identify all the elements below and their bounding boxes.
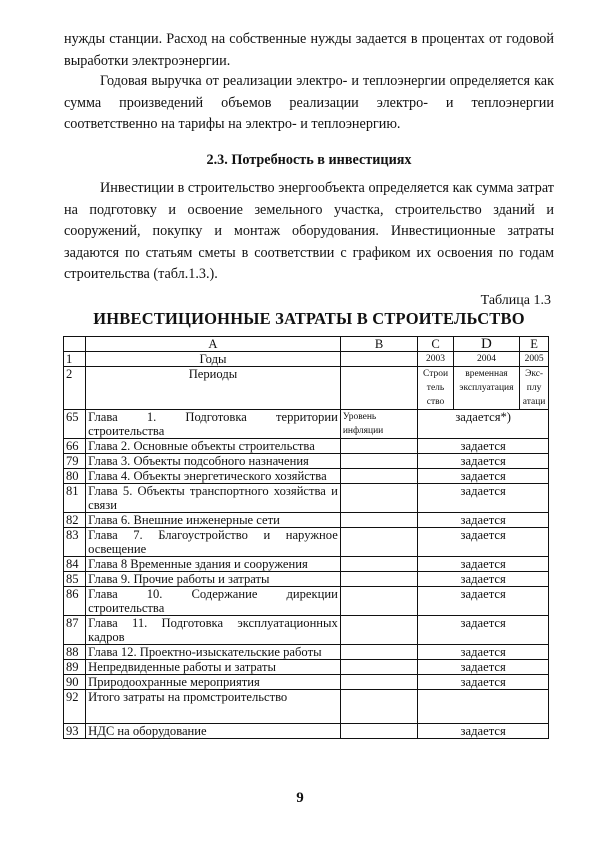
table-row	[64, 572, 549, 587]
table-row	[64, 454, 549, 469]
row-number: 2	[64, 367, 86, 410]
investment-table	[63, 336, 549, 739]
row-label: Глава 9. Прочие работы и затраты	[86, 572, 341, 587]
row-label: НДС на оборудование	[86, 724, 341, 739]
year-2003: 2003	[418, 352, 453, 367]
section-heading: 2.3. Потребность в инвестициях	[206, 152, 412, 168]
row-value: задается	[418, 645, 549, 660]
row-label: Глава 6. Внешние инженерные сети	[86, 513, 341, 528]
row-value: задается	[418, 675, 549, 690]
empty-cell	[340, 587, 418, 616]
header-empty-cell	[64, 337, 86, 352]
table-row	[64, 484, 549, 513]
table-row	[64, 675, 549, 690]
row-number: 81	[64, 484, 86, 513]
table-row	[64, 410, 549, 439]
table-row	[64, 557, 549, 572]
row-number: 79	[64, 454, 86, 469]
empty-cell	[340, 690, 418, 724]
row-number: 88	[64, 645, 86, 660]
year-2005: 2005	[520, 352, 549, 367]
row-value: задается*)	[418, 410, 549, 439]
table-row	[64, 660, 549, 675]
empty-cell	[340, 367, 418, 410]
period-construction: Строи тель ство	[418, 367, 453, 410]
table-row	[64, 645, 549, 660]
row-label: Глава 11. Подготовка эксплуатационных кадров	[86, 616, 341, 645]
row-number: 89	[64, 660, 86, 675]
row-value: задается	[418, 660, 549, 675]
row-label: Периоды	[86, 367, 341, 410]
table-number: Таблица 1.3	[480, 293, 551, 308]
table-row	[64, 469, 549, 484]
row-number: 86	[64, 587, 86, 616]
row-label: Непредвиденные работы и затраты	[86, 660, 341, 675]
table-row	[64, 587, 549, 616]
row-number: 80	[64, 469, 86, 484]
empty-cell	[340, 645, 418, 660]
empty-cell	[340, 616, 418, 645]
row-label: Глава 1. Подготовка территории строительства	[86, 410, 341, 439]
row-number: 66	[64, 439, 86, 454]
column-letter-e: E	[520, 337, 549, 352]
page-number: 9	[296, 790, 304, 806]
empty-cell	[340, 557, 418, 572]
table-header-letters	[64, 337, 549, 352]
empty-cell	[340, 352, 418, 367]
inflation-cell: Уровень инфляции	[340, 410, 418, 439]
row-number: 84	[64, 557, 86, 572]
row-number: 83	[64, 528, 86, 557]
row-number: 65	[64, 410, 86, 439]
row-number: 93	[64, 724, 86, 739]
column-letter-b: B	[340, 337, 418, 352]
year-2004: 2004	[453, 352, 519, 367]
period-operation: Экс- плу атаци	[520, 367, 549, 410]
empty-cell	[340, 572, 418, 587]
table-row	[64, 513, 549, 528]
row-label: Глава 12. Проектно-изыскательские работы	[86, 645, 341, 660]
table-row	[64, 724, 549, 739]
column-letter-a: A	[86, 337, 341, 352]
row-value: задается	[418, 528, 549, 557]
row-value: задается	[418, 572, 549, 587]
period-temporary-operation: временная эксплуатация	[453, 367, 519, 410]
table-row	[64, 616, 549, 645]
table-row-periods	[64, 367, 549, 410]
row-number: 1	[64, 352, 86, 367]
row-label: Глава 2. Основные объекты строительства	[86, 439, 341, 454]
table-title: ИНВЕСТИЦИОННЫЕ ЗАТРАТЫ В СТРОИТЕЛЬСТВО	[93, 309, 525, 328]
empty-cell	[340, 660, 418, 675]
column-letter-c: C	[418, 337, 453, 352]
row-label: Итого затраты на промстроительство	[86, 690, 341, 724]
paragraph-2: Годовая выручка от реализации электро- и теплоэнергии определяется как сумма произведений объемов реализации электро- и теплоэнергии соответственно на тарифы на электро- и теплоэнергию.	[64, 73, 554, 132]
row-value: задается	[418, 484, 549, 513]
row-value: задается	[418, 557, 549, 572]
table-body	[64, 410, 549, 739]
table-row	[64, 528, 549, 557]
empty-cell	[340, 484, 418, 513]
column-letter-d: D	[453, 337, 519, 352]
row-value	[418, 690, 549, 724]
row-label: Глава 10. Содержание дирекции строительства	[86, 587, 341, 616]
row-value: задается	[418, 439, 549, 454]
row-label: Годы	[86, 352, 341, 367]
row-label: Глава 7. Благоустройство и наружное освещение	[86, 528, 341, 557]
empty-cell	[340, 675, 418, 690]
empty-cell	[340, 469, 418, 484]
row-value: задается	[418, 724, 549, 739]
table-row	[64, 439, 549, 454]
empty-cell	[340, 724, 418, 739]
table-row-years	[64, 352, 549, 367]
row-number: 90	[64, 675, 86, 690]
paragraph-1: нужды станции. Расход на собственные нужды задается в процентах от годовой выработки электроэнергии.	[64, 31, 554, 69]
row-label: Глава 8 Временные здания и сооружения	[86, 557, 341, 572]
row-value: задается	[418, 454, 549, 469]
empty-cell	[340, 513, 418, 528]
row-number: 82	[64, 513, 86, 528]
row-number: 92	[64, 690, 86, 724]
paragraph-3: Инвестиции в строительство энергообъекта определяется как сумма затрат на подготовку и освоение земельного участка, строительство зданий и сооружений, покупку и монтаж оборудования. Инвестиционные затраты задаются по статьям сметы в соответствии с графиком их освоения по годам строительства (табл.1.3.).	[64, 180, 554, 282]
empty-cell	[340, 439, 418, 454]
empty-cell	[340, 454, 418, 469]
row-label: Глава 4. Объекты энергетического хозяйства	[86, 469, 341, 484]
row-label: Глава 3. Объекты подсобного назначения	[86, 454, 341, 469]
row-label: Глава 5. Объекты транспортного хозяйства и связи	[86, 484, 341, 513]
row-value: задается	[418, 616, 549, 645]
row-value: задается	[418, 587, 549, 616]
row-value: задается	[418, 513, 549, 528]
table-row	[64, 690, 549, 724]
empty-cell	[340, 528, 418, 557]
row-label: Природоохранные мероприятия	[86, 675, 341, 690]
row-value: задается	[418, 469, 549, 484]
row-number: 85	[64, 572, 86, 587]
row-number: 87	[64, 616, 86, 645]
